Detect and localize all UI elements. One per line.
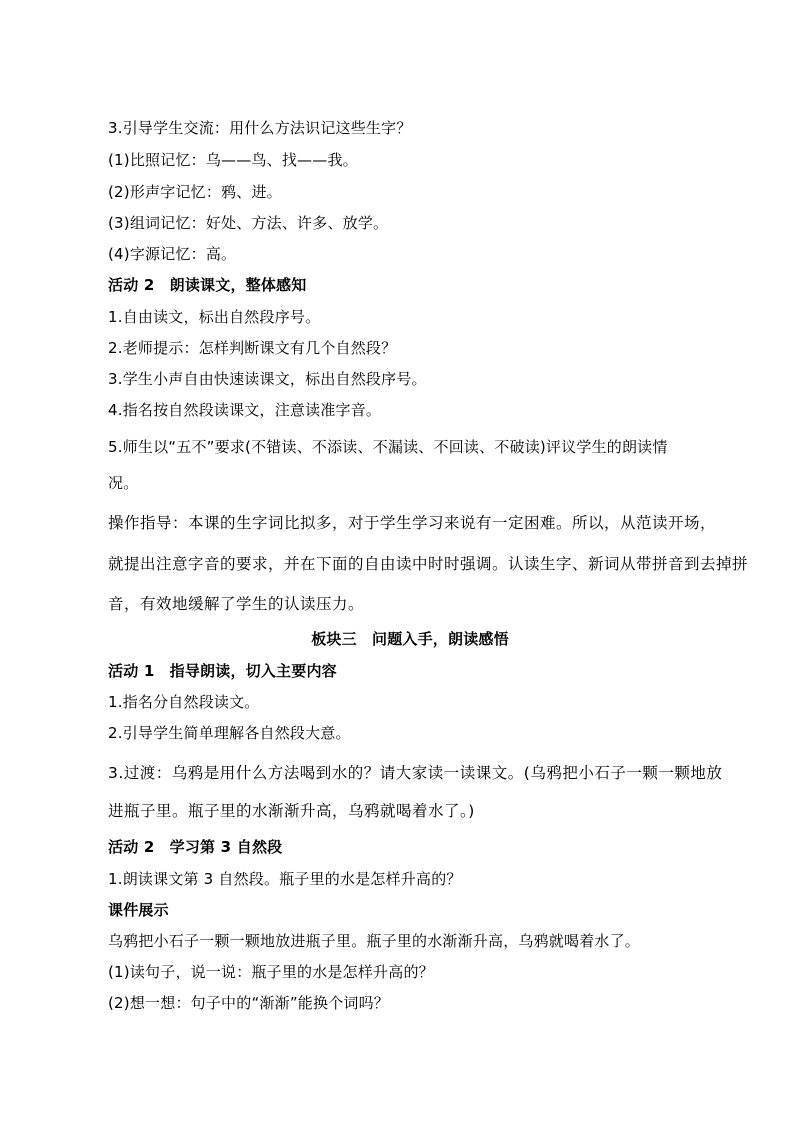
- activity-heading: 活动 2 学习第 3 自然段: [108, 838, 283, 856]
- text-line: (1)比照记忆：乌——鸟、找——我。: [108, 151, 358, 169]
- text-line: 进瓶子里。瓶子里的水渐渐升高，乌鸦就喝着水了。): [108, 802, 475, 820]
- text-line: (1)读句子，说一说：瓶子里的水是怎样升高的？: [108, 963, 434, 981]
- text-line: 1.指名分自然段读文。: [108, 693, 260, 711]
- activity-heading: 活动 2 朗读课文，整体感知: [108, 276, 307, 294]
- text-line: 3.学生小声自由快速读课文，标出自然段序号。: [108, 370, 427, 388]
- text-line: 1.朗读课文第 3 自然段。瓶子里的水是怎样升高的？: [108, 870, 462, 888]
- courseware-label: 课件展示: [108, 901, 169, 919]
- text-line: 况。: [108, 474, 139, 492]
- text-line: 3.引导学生交流：用什么方法识记这些生字？: [108, 119, 412, 137]
- text-line: 5.师生以“五不”要求(不错读、不添读、不漏读、不回读、不破读)评议学生的朗读情: [108, 438, 668, 456]
- guidance-line: 音，有效地缓解了学生的认读压力。: [108, 595, 365, 613]
- text-line: (4)字源记忆：高。: [108, 245, 237, 263]
- text-line: (3)组词记忆：好处、方法、许多、放学。: [108, 214, 389, 232]
- text-line: (2)想一想：句子中的“渐渐”能换个词吗？: [108, 994, 389, 1012]
- text-line: 乌鸦把小石子一颗一颗地放进瓶子里。瓶子里的水渐渐升高，乌鸦就喝着水了。: [108, 932, 641, 950]
- text-line: 2.引导学生简单理解各自然段大意。: [108, 724, 351, 742]
- guidance-line: 操作指导：本课的生字词比拟多，对于学生学习来说有一定困难。所以，从范读开场，: [108, 514, 717, 532]
- text-line: 2.老师提示：怎样判断课文有几个自然段？: [108, 339, 397, 357]
- section-heading: 板块三 问题入手，朗读感悟: [311, 630, 509, 648]
- activity-heading: 活动 1 指导朗读，切入主要内容: [108, 662, 337, 680]
- text-line: 4.指名按自然段读课文，注意读准字音。: [108, 401, 382, 419]
- text-line: (2)形声字记忆：鸦、进。: [108, 183, 282, 201]
- text-line: 3.过渡：乌鸦是用什么方法喝到水的？请大家读一读课文。(乌鸦把小石子一颗一颗地放: [108, 764, 723, 782]
- guidance-line: 就提出注意字音的要求，并在下面的自由读中时时强调。认读生字、新词从带拼音到去掉拼: [108, 555, 749, 573]
- text-line: 1.自由读文，标出自然段序号。: [108, 308, 321, 326]
